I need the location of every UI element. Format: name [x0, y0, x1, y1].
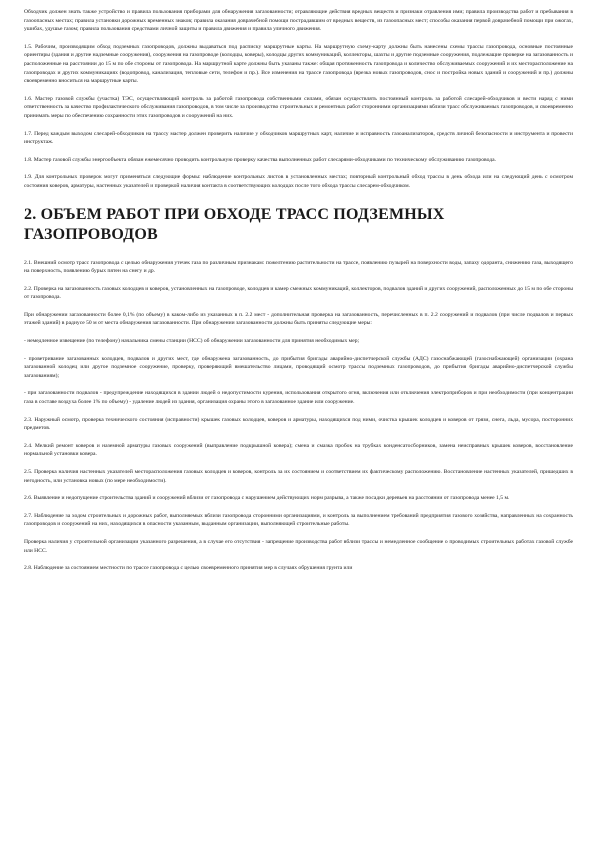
- paragraph: 1.9. Для контрольных проверок могут применяться следующие формы: наблюдение контрольных листов в установленных местах; повторный контрольный обход трассы в день обхода или на следующий день с осмотром состояния коверов, арматуры, настенных указателей и проверкой наличия контакта в соответствующих колодцах после того обхода трассы слесарем-обходчиком.: [24, 174, 573, 189]
- paragraph: 1.7. Перед каждым выходом слесарей-обходчиков на трассу мастер должен проверить наличие у обходчиков маршрутных карт, наличие и исправность газоанализаторов, средств личной безопасности и инструмента и провести инструктаж.: [24, 130, 573, 146]
- paragraph: 2.4. Мелкий ремонт коверов и наземной арматуры газовых сооружений (выправление подкрышной ковера); смена и смазка пробок на трубках конденсатосборников, замена неисправных крышек коверов, восстановление нормальной установки ковера.: [24, 442, 573, 458]
- section-2-text: [24, 259, 573, 573]
- paragraph: 2.5. Проверка наличия настенных указателей месторасположения газовых колодцев и коверов, контроль за их состоянием и соответствием их фактическому расположению. Восстановление настенных указателей, пришедших в негодность, или установка новых (по мере необходимости).: [24, 469, 573, 484]
- paragraph: - немедленное извещение (по телефону) начальника смены станции (НСС) об обнаружении загазованности для принятия необходимых мер;: [24, 338, 360, 345]
- paragraph: 2.7. Наблюдение за ходом строительных и дорожных работ, выполняемых вблизи газопровода сторонними организациями, и контроль за выполнением требований предприятия газового хозяйства, направленных на сохранность газопроводов и сооружений на них, находящихся в опасности указанным, выданным организации, выполняющей строительные работы.: [24, 512, 573, 528]
- paragraph: 1.6. Мастер газовой службы (участка) ТЭС, осуществляющий контроль за работой газопровода собственными силами, обязан осуществлять постоянный контроль за работой слесарей-обходчиков и вести наряд с ними ответственность за качество профилактического обслуживания газопроводов, в том числе за производство строительных и ремонтных работ сторонними организациями вблизи трасс обслуживаемых газопроводов, и своевременно принимать меры по обеспечению сохранности этих газопроводов и сооружений на них.: [24, 95, 573, 119]
- paragraph: 2.8. Наблюдение за состоянием местности по трассе газопровода с целью своевременного принятия мер в случаях обрушения грунта или: [24, 565, 353, 572]
- paragraph: При обнаружении загазованности более 0,1% (по объему) в каком-либо из указанных в п. 2.2 мест - дополнительная проверка на загазованность, перечисленных в п. 2.2 сооружений и подвалов (при числе подвалов и первых этажей зданий) в радиусе 50 м от места обнаружения загазованности. При обнаружении загазованности должны быть приняты следующие меры:: [24, 311, 573, 327]
- paragraph: - проветривание загазованных колодцев, подвалов и других мест, где обнаружена загазованность, до прибытия бригады аварийно-диспетчерской службы (АДС) газоснабжающей (газоснабжающей) организации (охрана загазованной колодец или другое подземное сооружение, проверку, проверяющий вмешательство лицами, проводящий осмотр трассы подземных газопроводов, до прибытия бригады аварийно-диспетчерской службы загазованиям);: [24, 355, 573, 379]
- paragraph: 2.2. Проверка на загазованность газовых колодцев и коверов, установленных на газопроводе, колодцев и камер смежных коммуникаций, коллекторов, подвалов зданий и других сооружений, расположенных до 15 м по обе стороны от газопровода.: [24, 285, 573, 301]
- section-2-heading: 2. ОБЪЕМ РАБОТ ПРИ ОБХОДЕ ТРАСС ПОДЗЕМНЫХ ГАЗОПРОВОДОВ: [24, 205, 445, 243]
- paragraph: 2.3. Наружный осмотр, проверка технического состояния (исправности) крышек газовых колодцев, коверов и арматуры, находящихся под ними, очистка крышек колодцев и коверов от грязи, снега, льда, мусора, посторонних предметов.: [24, 416, 573, 432]
- paragraph: 2.1. Внешний осмотр трасс газопровода с целью обнаружения утечек газа по различным признакам: пожелтению растительности на трассе, появлению пузырей на поверхности воды, запаху одоранта, снижению газа, выходящего на поверхность, появлению бурых пятен на снегу и др.: [24, 259, 573, 275]
- paragraph: 2.6. Выявление и недопущение строительства зданий и сооружений вблизи от газопровода с нарушением действующих норм разрыва, а также посадки деревьев на расстоянии от газопровода менее 1,5 м.: [24, 495, 510, 502]
- paragraph: Проверка наличия у строительной организации указанного разрешения, а в случае его отсутствия - запрещение производства работ вблизи трассы и немедленное сообщение о проводимых строительных работах газовой службе или НСС.: [24, 538, 573, 554]
- paragraph: Обходчик должен знать также устройство и правила пользования приборами для обнаружения загазованности; отравляющие действия вредных веществ и признаки отравления ими; правила производства работ и пребывания в газоопасных местах; правила установки дорожных временных знаков; правила оказания доврачебной помощи пострадавшим от вредных веществ, из газоопасных мест; способы оказания первой доврачебной помощи при ожогах, ушибах, удушье газом; правила пользования средствами личной защиты и правила движения и правила уличного движения.: [24, 9, 573, 33]
- paragraph: 1.8. Мастер газовой службы энергообъекта обязан ежемесячно проводить контрольную проверку качества выполненных работ слесарями-обходчиками по техническому обслуживанию газопровода.: [24, 156, 496, 163]
- section-1-text: [24, 8, 573, 191]
- paragraph: 1.5. Рабочим, производящим обход подземных газопроводов, должны выдаваться под расписку маршрутные карты. На маршрутную схему-карту должны быть нанесены схемы трассы газопровода, основные постоянные ориентиры (здания и другие надземные сооружения), сооружения на газопроводе (колодцы, коверы), колодцы других коммуникаций, коллекторы, шахты и другие подземные сооружения, подлежащие проверке на загазованность и расположенные на расстоянии до 15 м по обе стороны от газопровода. На маршрутной карте должны быть указаны также: общая протяженность газопровода и количество обслуживаемых сооружений и их месторасположение на газопроводах и других коммуникациях (водопровод, канализация, тепловые сети, телефон и пр.). Все изменения на трассе газопровода (врезка новых газопроводов, снос и постройка новых зданий и сооружений и пр.) должны своевременно вноситься на маршрутные карты.: [24, 43, 573, 85]
- paragraph: - при загазованности подвалов - предупреждение находящихся в здании людей о недопустимости курения, использования открытого огня, включения или отключения электроприборов и при необходимости (при концентрации газа в составе воздуха более 1% по объему) - удаление людей из здания, организация охраны этого в загазованное здание или сооружение.: [24, 390, 573, 406]
